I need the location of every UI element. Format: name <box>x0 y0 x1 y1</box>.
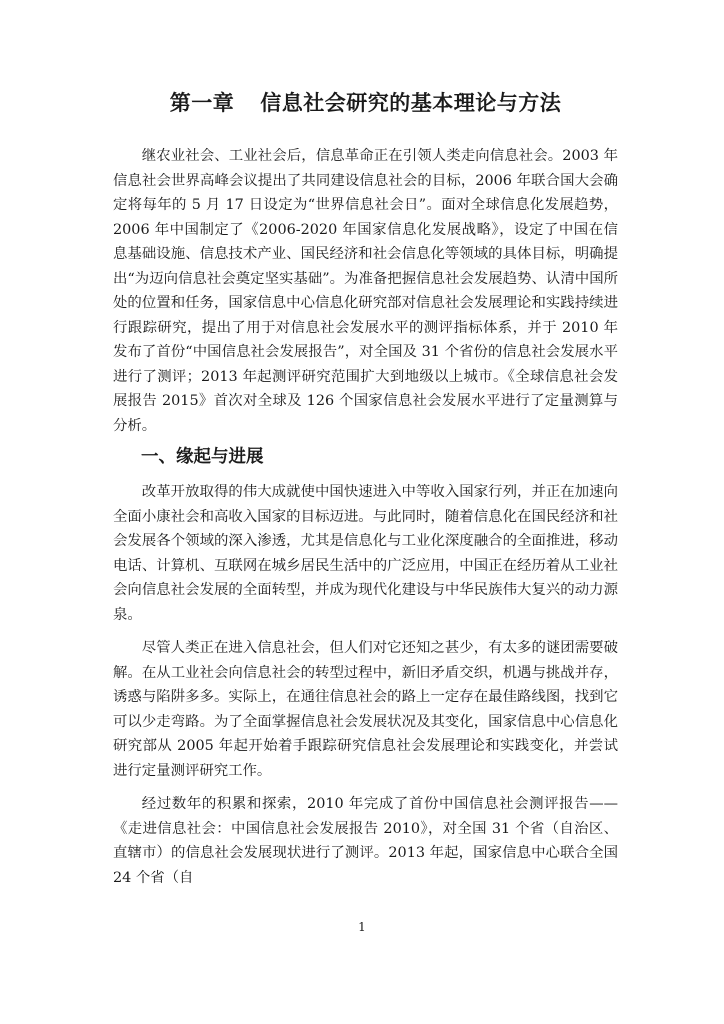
section-paragraph-3: 经过数年的积累和探索，2010 年完成了首份中国信息社会测评报告——《走进信息社会：中国信息社会发展报告 2010》，对全国 31 个省（自治区、直辖市）的信息社会发展现状进行了测评。2013 年起，国家信息中心联合全国 24 个省（自 <box>113 796 618 886</box>
chapter-title: 信息社会研究的基本理论与方法 <box>260 91 562 115</box>
section-paragraph-1: 改革开放取得的伟大成就使中国快速进入中等收入国家行列，并正在加速向全面小康社会和高收入国家的目标迈进。与此同时，随着信息化在国民经济和社会发展各个领域的深入渗透，尤其是信息化与工业化深度融合的全面推进，移动电话、计算机、互联网在城乡居民生活中的广泛应用，中国正在经历着从工业社会向信息社会发展的全面转型，并成为现代化建设与中华民族伟大复兴的动力源泉。 <box>113 484 618 623</box>
chapter-heading <box>113 88 618 118</box>
page-number: 1 <box>358 920 366 934</box>
page-content <box>113 88 618 890</box>
intro-paragraph: 继农业社会、工业社会后，信息革命正在引领人类走向信息社会。2003 年信息社会世界高峰会议提出了共同建设信息社会的目标，2006 年联合国大会确定将每年的 5 月 17 日设定为“世界信息社会日”。面对全球信息化发展趋势，2006 年中国制定了《2006-2020 年国家信息化发展战略》，设定了中国在信息基础设施、信息技术产业、国民经济和社会信息化等领域的具体目标，明确提出“为迈向信息社会奠定坚实基础”。为准备把握信息社会发展趋势、认清中国所处的位置和任务，国家信息中心信息化研究部对信息社会发展理论和实践持续进行跟踪研究，提出了用于对信息社会发展水平的测评指标体系，并于 2010 年发布了首份“中国信息社会发展报告”，对全国及 31 个省份的信息社会发展水平进行了测评；2013 年起测评研究范围扩大到地级以上城市。《全球信息社会发展报告 2015》首次对全球及 126 个国家信息社会发展水平进行了定量测算与分析。 <box>113 148 618 434</box>
section-heading: 一、缘起与进展 <box>141 447 264 467</box>
section-paragraph-2: 尽管人类正在进入信息社会，但人们对它还知之甚少，有太多的谜团需要破解。在从工业社会向信息社会的转型过程中，新旧矛盾交织，机遇与挑战并存，诱惑与陷阱多多。实际上，在通往信息社会的路上一定存在最佳路线图，找到它可以少走弯路。为了全面掌握信息社会发展状况及其变化，国家信息中心信息化研究部从 2005 年起开始着手跟踪研究信息社会发展理论和实践变化，并尝试进行定量测评研究工作。 <box>113 640 618 779</box>
chapter-label: 第一章 <box>169 91 235 115</box>
